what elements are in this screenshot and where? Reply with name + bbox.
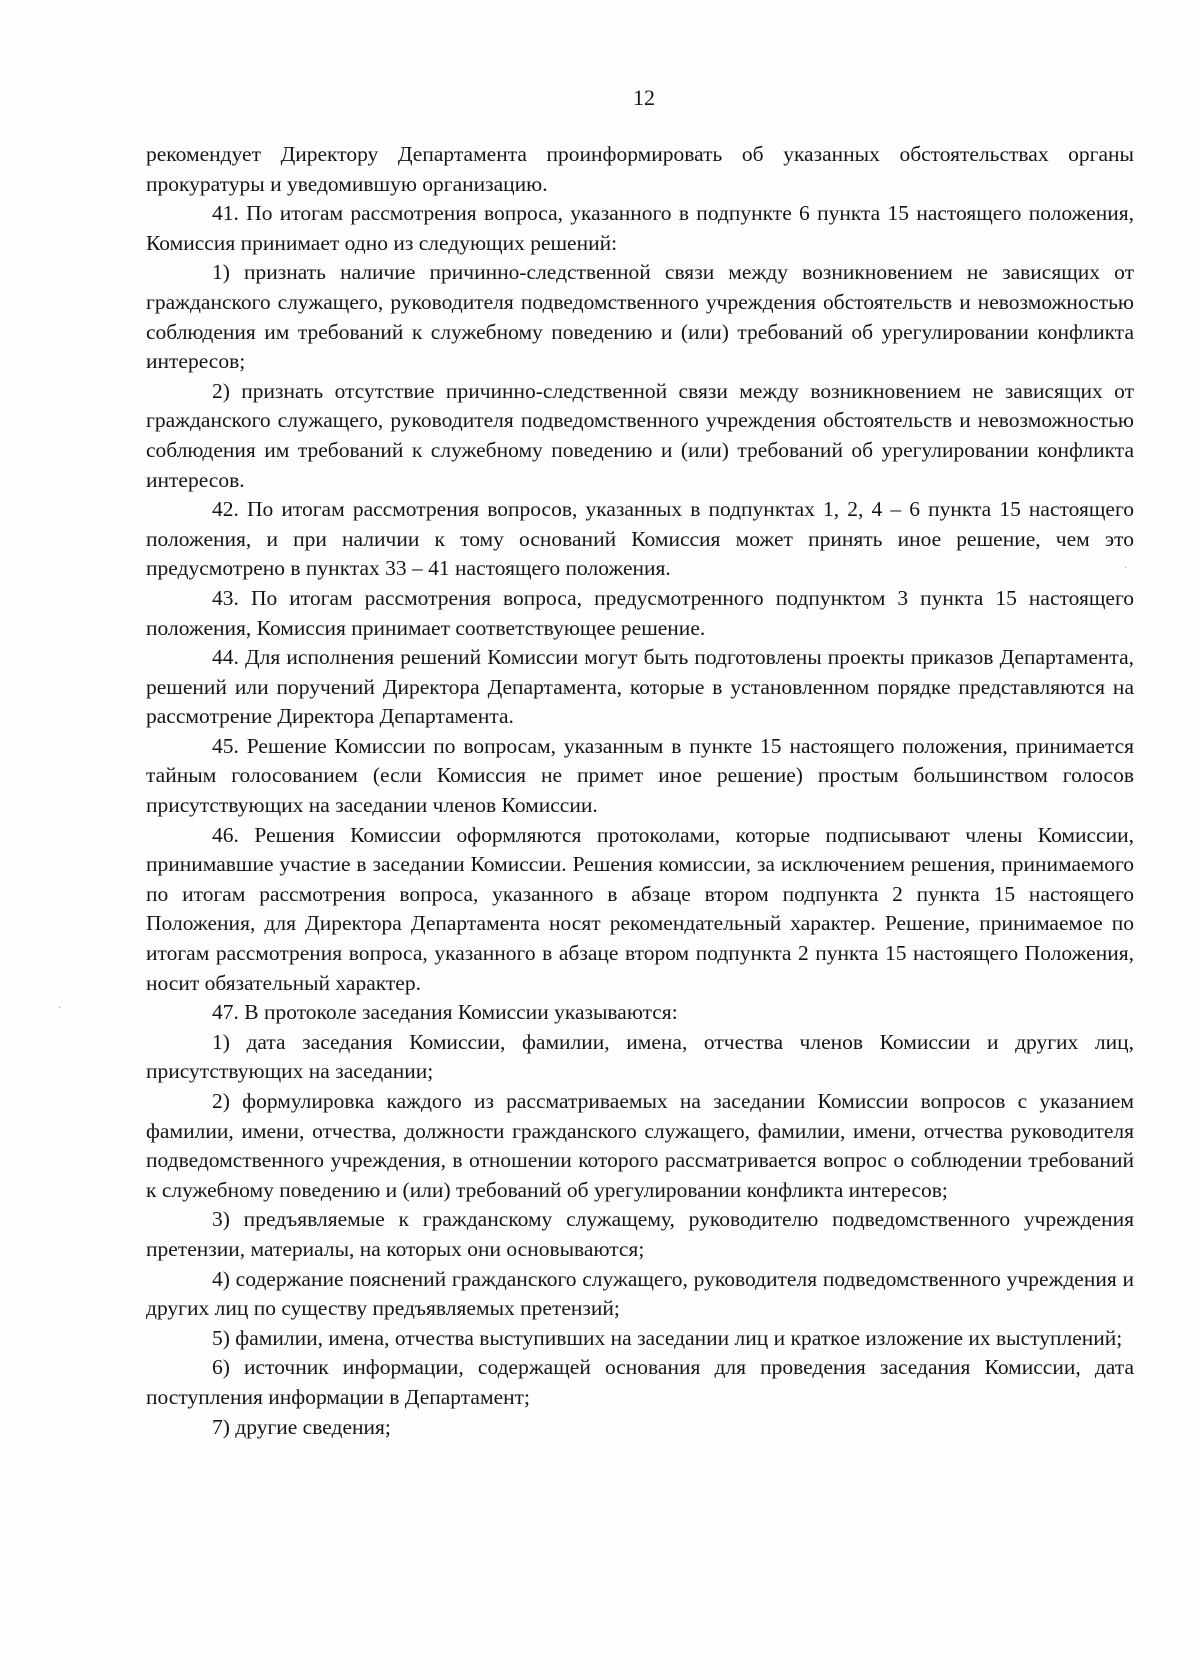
paragraph-continuation: рекомендует Директору Департамента проинформировать об указанных обстоятельствах органы прокуратуры и уведомившую организацию. [146,142,1134,196]
paragraph-41: 41. По итогам рассмотрения вопроса, указанного в подпункте 6 пункта 15 настоящего положения, Комиссия принимает одно из следующих решений: [146,201,1134,255]
document-body [146,140,1134,1442]
paragraph-42: 42. По итогам рассмотрения вопросов, указанных в подпунктах 1, 2, 4 – 6 пункта 15 настоящего положения, и при наличии к тому оснований Комиссия может принять иное решение, чем это предусмотрено в пунктах 33 – 41 настоящего положения. [146,497,1134,581]
scan-speck: · [58,1003,62,1014]
paragraph-46: 46. Решения Комиссии оформляются протоколами, которые подписывают члены Комиссии, принимавшие участие в заседании Комиссии. Решения комиссии, за исключением решения, принимаемого по итогам рассмотрения вопроса, указанного в абзаце втором подпункта 2 пункта 15 настоящего Положения, для Директора Департамента носят рекомендательный характер. Решение, принимаемое по итогам рассмотрения вопроса, указанного в абзаце втором подпункта 2 пункта 15 настоящего Положения, носит обязательный характер. [146,822,1134,995]
paragraph-47-item-5: 5) фамилии, имена, отчества выступивших на заседании лиц и краткое изложение их выступлений; [212,1325,1123,1350]
paragraph-44: 44. Для исполнения решений Комиссии могут быть подготовлены проекты приказов Департамента, решений или поручений Директора Департамента, которые в установленном порядке представляются на рассмотрение Директора Департамента. [146,645,1134,729]
paragraph-47-item-6: 6) источник информации, содержащей основания для проведения заседания Комиссии, дата поступления информации в Департамент; [146,1355,1134,1409]
paragraph-47-item-4: 4) содержание пояснений гражданского служащего, руководителя подведомственного учреждения и других лиц по существу предъявляемых претензий; [146,1266,1134,1321]
paragraph-47-item-1: 1) дата заседания Комиссии, фамилии, имена, отчества членов Комиссии и других лиц, присутствующих на заседании; [146,1029,1134,1084]
paragraph-47-item-2: 2) формулировка каждого из рассматриваемых на заседании Комиссии вопросов с указанием фамилии, имени, отчества, должности гражданского служащего, фамилии, имени, отчества руководителя подведомственного учреждения, в отношении которого рассматривается вопрос о соблюдении требований к служебному поведению и (или) требований об урегулировании конфликта интересов; [146,1089,1134,1202]
scan-speck: · [1124,563,1128,574]
paragraph-47-item-3: 3) предъявляемые к гражданскому служащему, руководителю подведомственного учреждения претензии, материалы, на которых они основываются; [146,1207,1134,1261]
paragraph-43: 43. По итогам рассмотрения вопроса, предусмотренного подпунктом 3 пункта 15 настоящего положения, Комиссия принимает соответствующее решение. [146,585,1134,640]
paragraph-41-item-2: 2) признать отсутствие причинно-следственной связи между возникновением не зависящих от гражданского служащего, руководителя подведомственного учреждения обстоятельств и невозможностью соблюдения им требований к служебному поведению и (или) требований об урегулировании конфликта интересов. [146,378,1134,492]
page-number: 12 [633,85,655,110]
paragraph-47-item-7: 7) другие сведения; [212,1414,391,1439]
paragraph-45: 45. Решение Комиссии по вопросам, указанным в пункте 15 настоящего положения, принимается тайным голосованием (если Комиссия не примет иное решение) простым большинством голосов присутствующих на заседании членов Комиссии. [146,733,1134,818]
paragraph-47: 47. В протоколе заседания Комиссии указываются: [212,1000,678,1025]
paragraph-41-item-1: 1) признать наличие причинно-следственной связи между возникновением не зависящих от гражданского служащего, руководителя подведомственного учреждения обстоятельств и невозможностью соблюдения им требований к служебному поведению и (или) требований об урегулировании конфликта интересов; [146,260,1134,374]
